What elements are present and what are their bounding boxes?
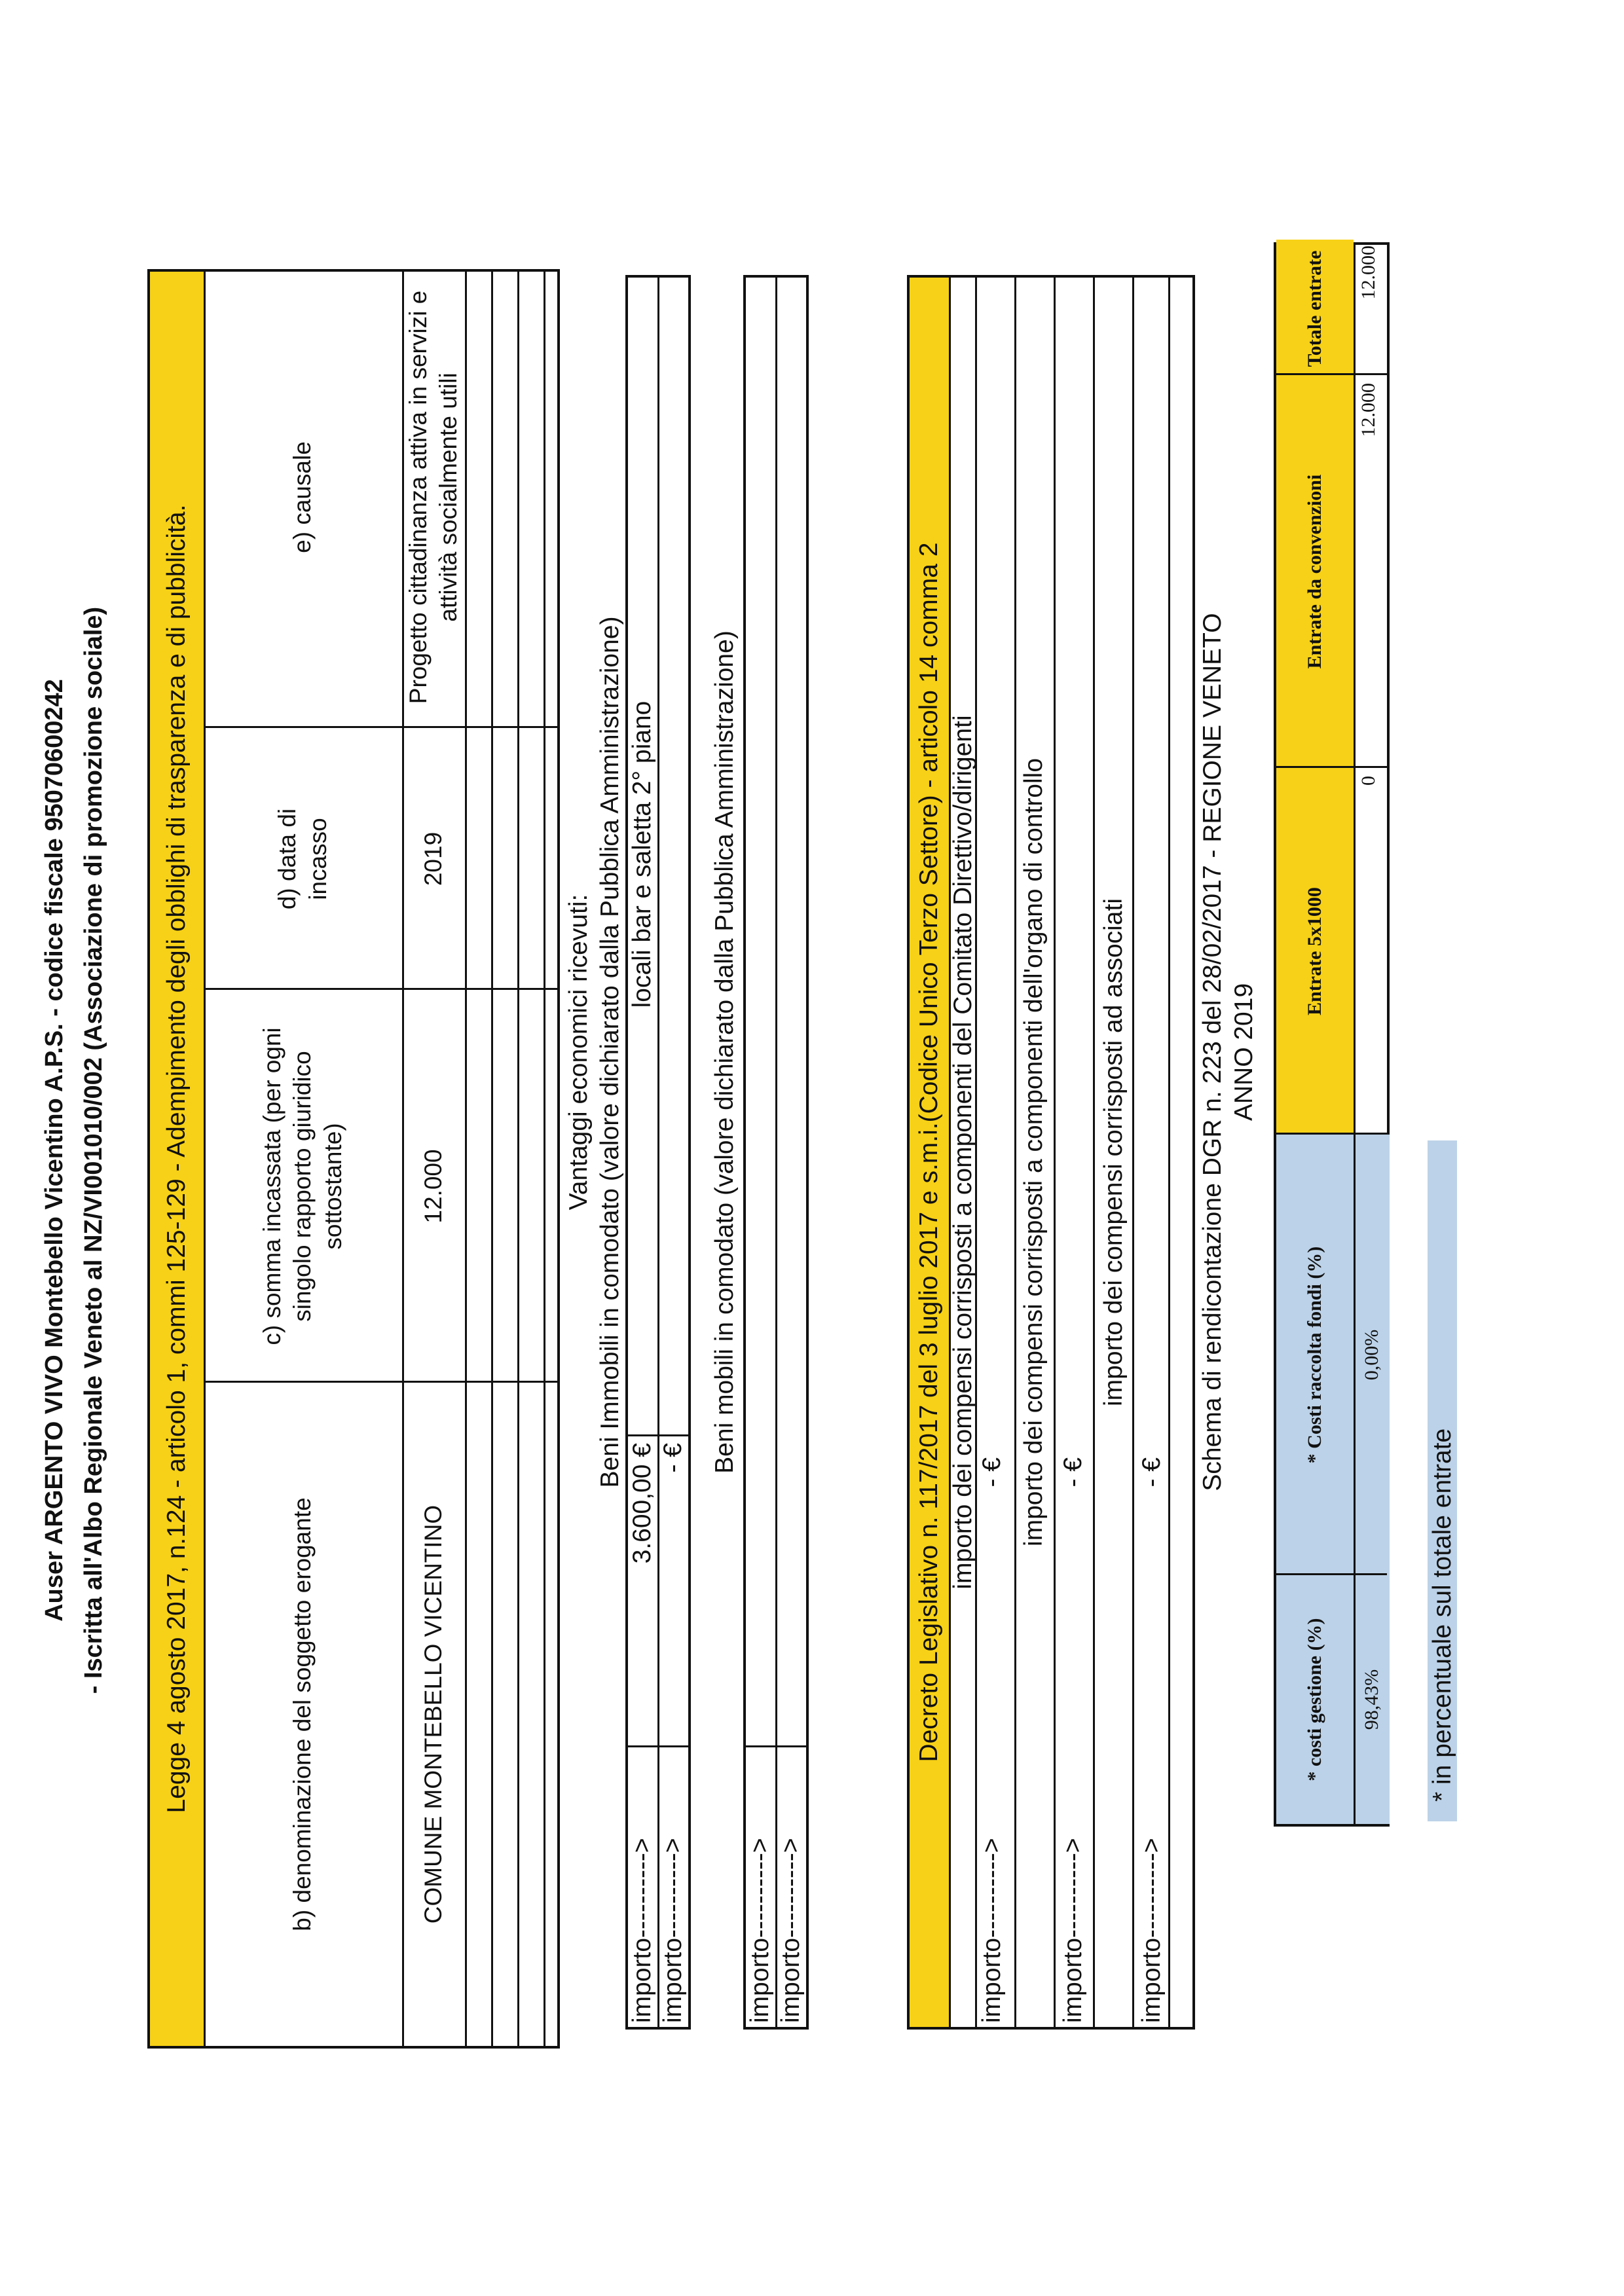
col-data-incasso: d) data di incasso — [274, 808, 331, 910]
compensi-associati-heading: importo dei compensi corrisposti ad associati — [1099, 898, 1128, 1407]
header-totale-entrate: Totale entrate — [1304, 250, 1325, 367]
row-data: 2019 — [419, 831, 447, 886]
immobili-title: Beni Immobili in comodato (valore dichiarato dalla Pubblica Amministrazione) — [596, 616, 624, 1488]
value-costi-gestione: 98,43% — [1360, 1669, 1382, 1730]
mobili-title: Beni mobili in comodato (valore dichiarato dalla Pubblica Amministrazione) — [710, 630, 739, 1474]
col-denominazione: b) denominazione del soggetto erogante — [289, 1497, 316, 1931]
mobili-table — [743, 275, 809, 2030]
trasparenza-table — [147, 269, 560, 2049]
col-causale: e) causale — [289, 441, 316, 553]
immobili-row2-label: importo----------> — [659, 1838, 687, 2023]
compensi-title: Decreto Legislativo n. 117/2017 del 3 luglio 2017 e s.m.i.(Codice Unico Terzo Settore) - articolo 14 comma 2 — [915, 542, 943, 1762]
compensi-direttivo-heading: importo dei compensi corrisposti a componenti del Comitato Direttivo/dirigenti — [949, 715, 977, 1590]
mobili-row2-label: importo----------> — [777, 1838, 805, 2023]
immobili-row2-value: - € — [659, 1443, 687, 1473]
compensi-controllo-heading: importo dei compensi corrisposti a componenti dell'organo di controllo — [1020, 757, 1048, 1547]
compensi-controllo-value: - € — [1059, 1457, 1087, 1487]
compensi-controllo-label: importo----------> — [1059, 1838, 1087, 2023]
compensi-direttivo-label: importo----------> — [978, 1838, 1006, 2023]
compensi-direttivo-value: - € — [978, 1457, 1006, 1487]
mobili-row1-label: importo----------> — [746, 1838, 774, 2023]
value-entrate-5x1000: 0 — [1357, 776, 1379, 786]
vantaggi-title: Vantaggi economici ricevuti: — [564, 894, 593, 1211]
col-somma-incassata: c) somma incassata (per ogni singolo rapporto giuridico sottostante) — [259, 1027, 346, 1345]
trasparenza-title: Legge 4 agosto 2017, n.124 - articolo 1, commi 125-129 - Adempimento degli obblighi di trasparenza e di pubblicità. — [162, 504, 191, 1813]
row-denominazione: COMUNE MONTEBELLO VICENTINO — [419, 1504, 447, 1924]
row-causale: Progetto cittadinanza attiva in servizi e attività socialmente utili — [404, 290, 462, 704]
document-title: Auser ARGENTO VIVO Montebello Vicentino A.P.S. - codice fiscale 95070600242 — [41, 679, 68, 1622]
header-entrate-5x1000: Entrate 5x1000 — [1304, 887, 1325, 1015]
value-totale-entrate: 12.000 — [1357, 246, 1379, 300]
rendicontazione-table — [1274, 242, 1390, 1827]
value-entrate-convenzioni: 12.000 — [1357, 383, 1379, 437]
compensi-associati-label: importo----------> — [1137, 1838, 1166, 2023]
note-text: * in percentuale sul totale entrate — [1428, 1428, 1456, 1802]
value-costi-raccolta: 0,00% — [1360, 1329, 1382, 1381]
immobili-row1-value: 3.600,00 € — [628, 1443, 656, 1564]
immobili-table — [625, 275, 691, 2030]
header-costi-gestione: * costi gestione (%) — [1304, 1618, 1325, 1781]
compensi-title-bar — [910, 278, 949, 2027]
immobili-row1-desc: locali bar e saletta 2° piano — [628, 701, 656, 1008]
document-subtitle: - Iscritta all'Albo Regionale Veneto al NZ/VI001010/002 (Associazione di promozione sociale) — [80, 606, 107, 1694]
trasparenza-title-bar — [150, 272, 204, 2046]
rendicontazione-title: Schema di rendicontazione DGR n. 223 del 28/02/2017 - REGIONE VENETO — [1198, 613, 1227, 1491]
compensi-table — [907, 275, 1195, 2030]
header-costi-raccolta: * Costi raccolta fondi (%) — [1304, 1246, 1325, 1464]
header-entrate-convenzioni: Entrate da convenzioni — [1304, 474, 1325, 669]
compensi-associati-value: - € — [1137, 1457, 1166, 1487]
rendicontazione-year: ANNO 2019 — [1230, 983, 1258, 1121]
immobili-row1-label: importo----------> — [628, 1838, 656, 2023]
note-box — [1428, 1140, 1457, 1821]
row-somma: 12.000 — [419, 1149, 447, 1224]
